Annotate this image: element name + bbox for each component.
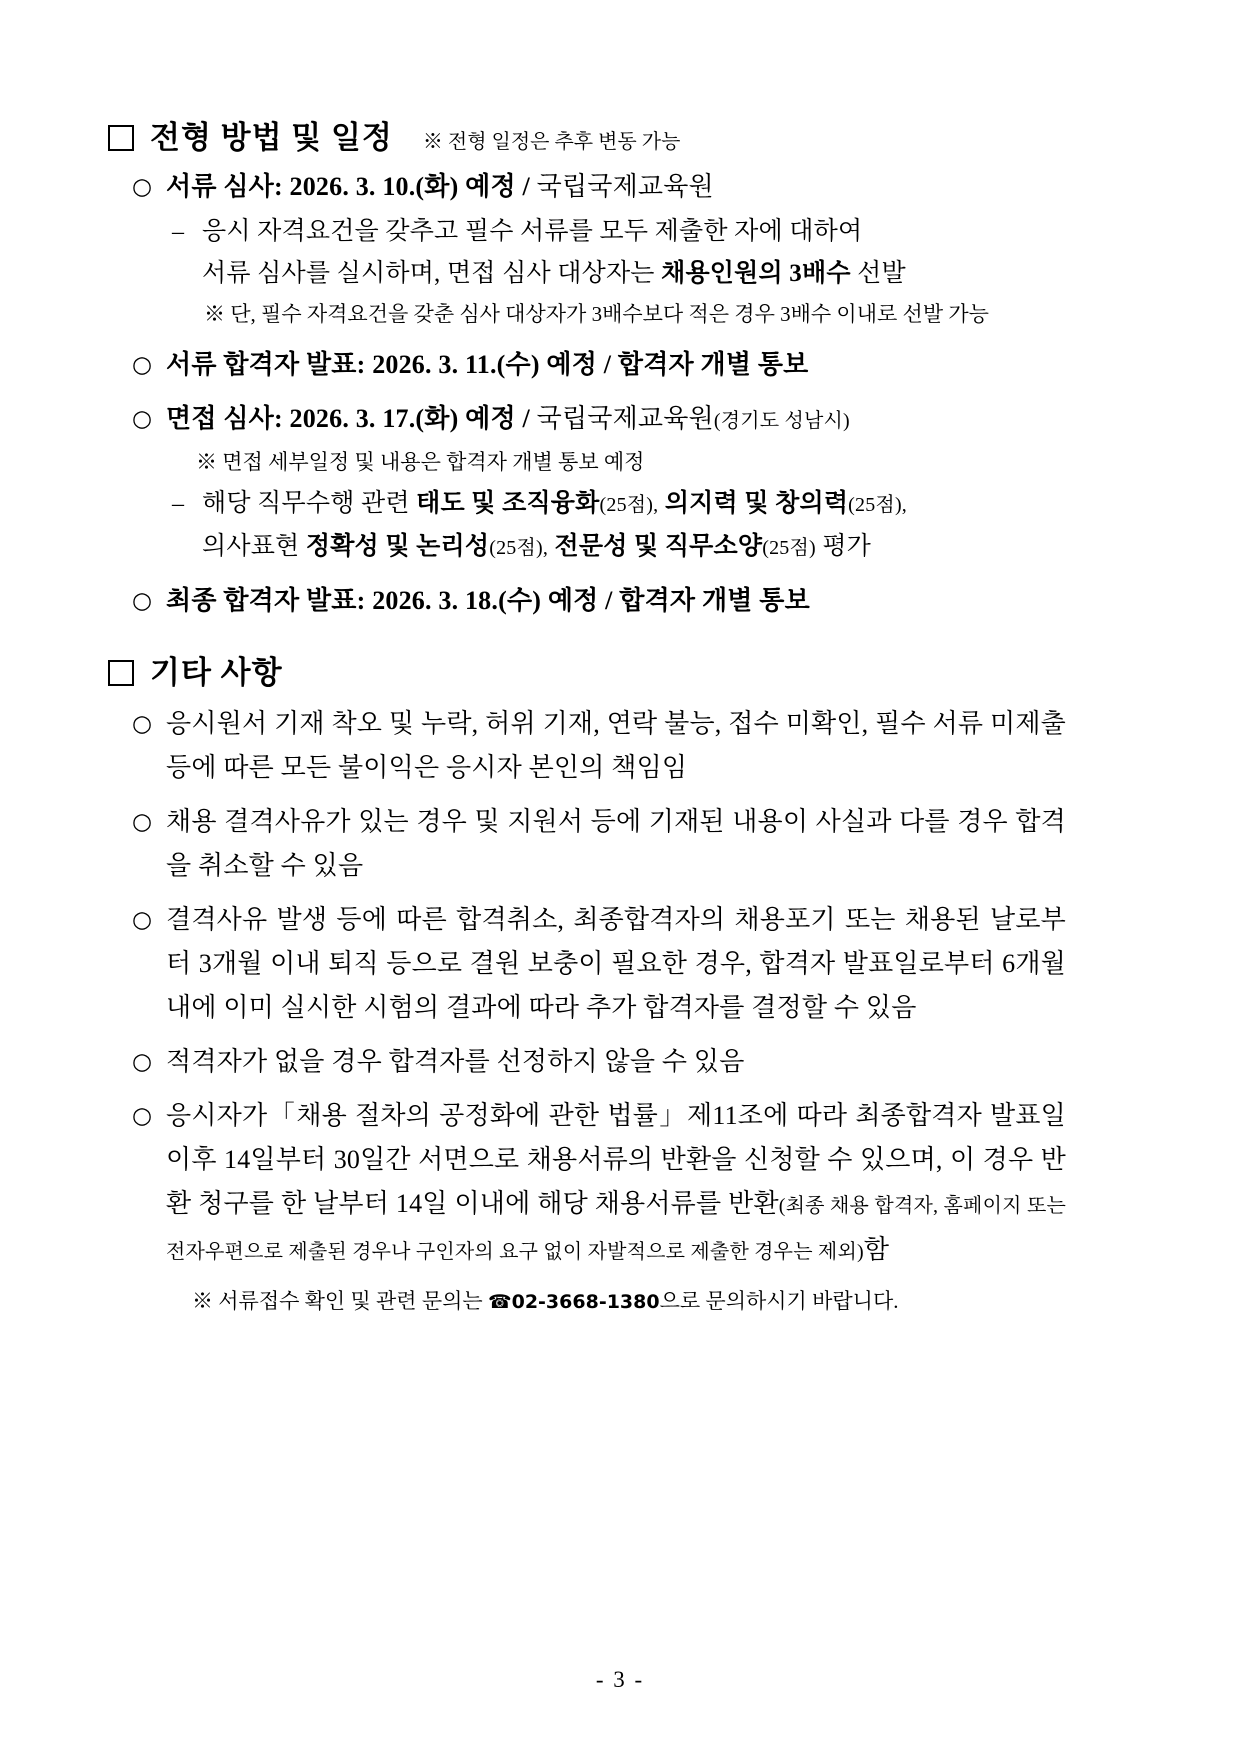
interview-place-sub: (경기도 성남시) xyxy=(713,410,850,432)
doc-review-detail-line2: 서류 심사를 실시하며, 면접 심사 대상자는 xyxy=(202,260,655,287)
circle-bullet-icon: ○ xyxy=(132,907,153,933)
square-bullet-icon xyxy=(108,660,134,686)
circle-bullet-icon: ○ xyxy=(132,174,153,200)
list-item-document-review xyxy=(108,167,1132,207)
doc-review-date: 2026. 3. 10.(화) 예정 xyxy=(289,172,516,201)
final-result-separator: / xyxy=(605,586,613,615)
other-item-5-part1: 응시자가「채용 절차의 공정화에 관한 법률」제11조에 따라 최종합격자 발표일 이후 14일부터 30일간 서면으로 채용서류의 반환을 신청할 수 있으며, 이 경우 반환 청구를 한 날부터 14일 이내에 해당 채용서류를 xyxy=(166,1101,1066,1218)
circle-bullet-icon: ○ xyxy=(132,406,153,432)
eval-criteria-3-score: (25점), xyxy=(489,537,549,559)
list-item-interview-evaluation xyxy=(108,483,1132,569)
doc-review-separator: / xyxy=(522,172,530,201)
section-heading-other xyxy=(108,647,1132,692)
doc-review-place: 국립국제교육원 xyxy=(536,172,714,201)
eval-criteria-1: 태도 및 조직융화 xyxy=(416,490,600,517)
other-item-5-return-lead: 반환 xyxy=(728,1189,779,1218)
list-item xyxy=(108,800,1132,888)
interview-place: 국립국제교육원 xyxy=(536,404,714,433)
square-bullet-icon xyxy=(108,125,134,151)
section2-title: 기타 사항 xyxy=(150,655,283,690)
eval-tail: 평가 xyxy=(822,533,872,560)
list-item-document-review-detail xyxy=(108,211,1132,295)
doc-review-sub-note: ※ 단, 필수 자격요건을 갖춘 심사 대상자가 3배수보다 적은 경우 3배수 이내로 선발 가능 xyxy=(204,302,989,326)
list-item xyxy=(108,1094,1132,1274)
other-item-2: 채용 결격사유가 있는 경우 및 지원서 등에 기재된 내용이 사실과 다를 경우 합격을 취소할 수 있음 xyxy=(166,807,1066,880)
eval-criteria-2-score: (25점), xyxy=(848,494,908,516)
eval-criteria-4: 전문성 및 직무소양 xyxy=(554,533,763,560)
other-matters-list xyxy=(108,702,1132,1319)
other-item-5-exception: (최종 채용 합격자, 홈페이지 또는 전자우편으로 제출된 경우나 구인자의 요구 없이 자발적으로 제출한 경우는 제외) xyxy=(166,1195,1066,1263)
eval-criteria-3: 정확성 및 논리성 xyxy=(305,533,490,560)
interview-sub-note: ※ 면접 세부일정 및 내용은 합격자 개별 통보 예정 xyxy=(196,450,645,474)
eval-criteria-2: 의지력 및 창의력 xyxy=(664,490,849,517)
list-item-final-result xyxy=(108,581,1132,621)
page-number: - 3 - xyxy=(595,1667,645,1692)
final-result-method: 합격자 개별 통보 xyxy=(619,586,810,615)
list-item-document-result xyxy=(108,345,1132,385)
telephone-icon: ☎ xyxy=(487,1291,512,1313)
doc-review-detail-line1: 응시 자격요건을 갖추고 필수 서류를 모두 제출한 자에 대하여 xyxy=(202,218,863,245)
list-item-interview xyxy=(108,399,1132,441)
doc-review-detail-emphasis: 채용인원의 3배수 xyxy=(661,260,851,287)
circle-bullet-icon: ○ xyxy=(132,711,153,737)
interview-label: 면접 심사: xyxy=(166,404,283,433)
section1-title: 전형 방법 및 일정 xyxy=(150,120,393,155)
doc-review-detail-line2-tail: 선발 xyxy=(857,260,906,287)
doc-review-label: 서류 심사: xyxy=(166,172,283,201)
circle-bullet-icon: ○ xyxy=(132,1049,153,1075)
eval-criteria-3-lead: 의사표현 xyxy=(202,533,300,560)
section1-note: ※ 전형 일정은 추후 변동 가능 xyxy=(422,131,681,153)
contact-phone-number: 02-3668-1380 xyxy=(511,1291,660,1313)
contact-note-suffix: 으로 문의하시기 바랍니다. xyxy=(659,1289,899,1313)
contact-note xyxy=(108,1284,1132,1319)
dash-bullet-icon: – xyxy=(172,219,184,245)
interview-date: 2026. 3. 17.(화) 예정 xyxy=(289,404,516,433)
list-item xyxy=(108,1040,1132,1084)
section-heading-selection xyxy=(108,112,1132,157)
eval-lead: 해당 직무수행 관련 xyxy=(202,490,410,517)
circle-bullet-icon: ○ xyxy=(132,352,153,378)
other-item-3: 결격사유 발생 등에 따른 합격취소, 최종합격자의 채용포기 또는 채용된 날로부터 3개월 이내 퇴직 등으로 결원 보충이 필요한 경우, 합격자 발표일로부터 6개월 내에 이미 실시한 시험의 결과에 따라 추가 합격자를 결정할 수 있음 xyxy=(166,905,1066,1022)
other-item-5-tail: 함 xyxy=(863,1235,890,1264)
final-result-date: 2026. 3. 18.(수) 예정 xyxy=(372,586,599,615)
other-item-1: 응시원서 기재 착오 및 누락, 허위 기재, 연락 불능, 접수 미확인, 필수 서류 미제출 등에 따른 모든 불이익은 응시자 본인의 책임임 xyxy=(166,709,1066,782)
doc-result-date: 2026. 3. 11.(수) 예정 xyxy=(372,350,598,379)
doc-result-method: 합격자 개별 통보 xyxy=(617,350,809,379)
interview-separator: / xyxy=(522,404,530,433)
list-item xyxy=(108,702,1132,790)
circle-bullet-icon: ○ xyxy=(132,809,153,835)
dash-bullet-icon: – xyxy=(172,491,184,517)
list-item xyxy=(108,898,1132,1030)
circle-bullet-icon: ○ xyxy=(132,1103,153,1129)
final-result-label: 최종 합격자 발표: xyxy=(166,586,366,615)
circle-bullet-icon: ○ xyxy=(132,588,153,614)
other-item-4: 적격자가 없을 경우 합격자를 선정하지 않을 수 있음 xyxy=(166,1047,745,1076)
doc-result-separator: / xyxy=(603,350,612,379)
eval-criteria-4-score: (25점) xyxy=(762,537,816,559)
contact-note-prefix: ※ 서류접수 확인 및 관련 문의는 xyxy=(192,1289,483,1313)
eval-criteria-1-score: (25점), xyxy=(599,494,659,516)
doc-result-label: 서류 합격자 발표: xyxy=(166,350,366,379)
